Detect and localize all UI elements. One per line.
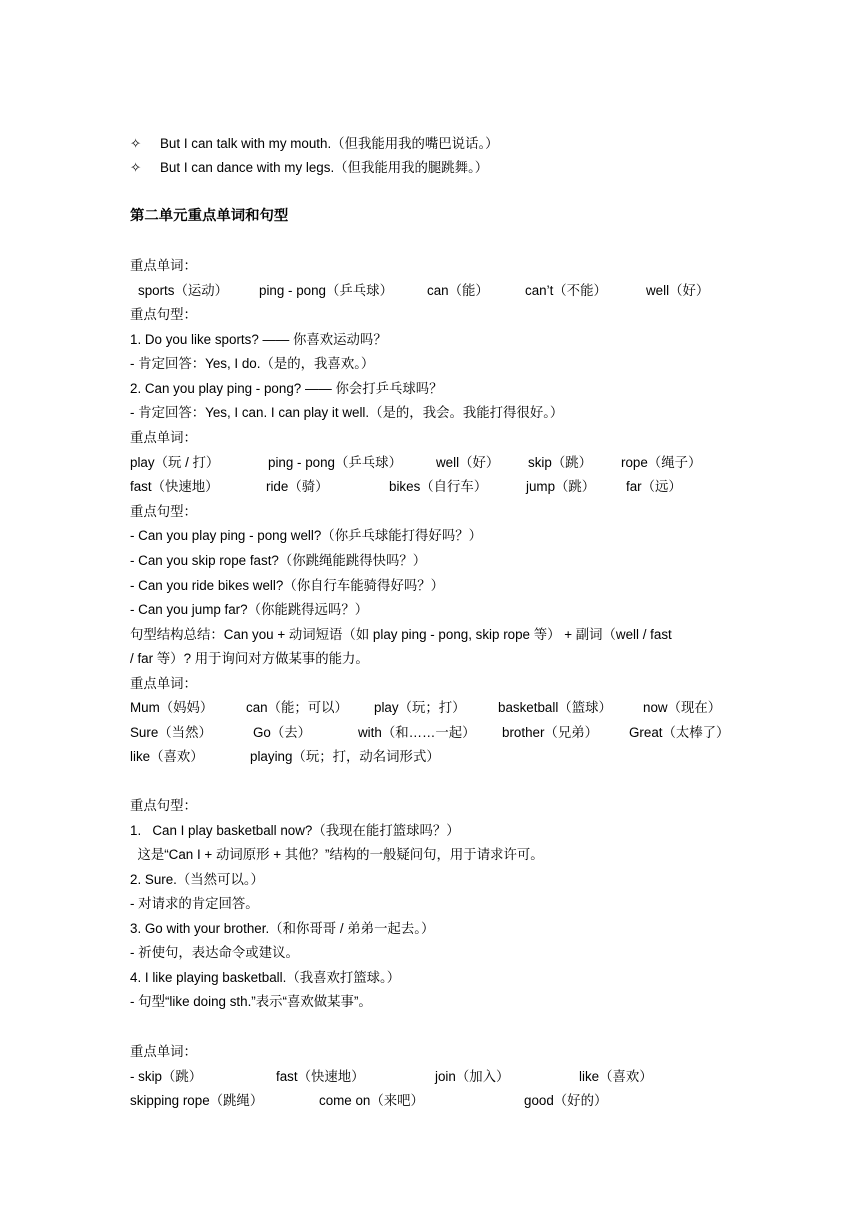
word-item: can（能） <box>427 283 489 298</box>
word-item: come on（来吧） <box>319 1093 424 1108</box>
sentence-line: 4. I like playing basketball.（我喜欢打篮球。） <box>130 970 401 985</box>
word-item: sports（运动） <box>138 283 229 298</box>
bullet-line-2: ✧ But I can dance with my legs.（但我能用我的腿跳舞。） <box>130 160 489 175</box>
word-item: far（远） <box>626 479 682 494</box>
word-item: well（好） <box>646 283 710 298</box>
sentence-line: 这是“Can I + 动词原形 + 其他？”结构的一般疑问句，用于请求许可。 <box>130 847 544 862</box>
word-item: ping - pong（乒乓球） <box>268 455 402 470</box>
sentence-line: 2. Sure.（当然可以。） <box>130 872 264 887</box>
word-item: join（加入） <box>435 1069 510 1084</box>
sentence-line: - 肯定回答：Yes, I do.（是的，我喜欢。） <box>130 356 375 371</box>
sentence-line: 3. Go with your brother.（和你哥哥 / 弟弟一起去。） <box>130 921 435 936</box>
unit-heading: 第二单元重点单词和句型 <box>130 208 289 224</box>
sentence-line: - 肯定回答：Yes, I can. I can play it well.（是的，我会。我能打得很好。） <box>130 405 564 420</box>
bullet-line-1: ✧ But I can talk with my mouth.（但我能用我的嘴巴说话。） <box>130 136 499 151</box>
word-item: jump（跳） <box>526 479 596 494</box>
word-item: Sure（当然） <box>130 725 212 740</box>
sentence-line: 2. Can you play ping - pong? —— 你会打乒乓球吗？ <box>130 381 443 396</box>
word-item: fast（快速地） <box>276 1069 365 1084</box>
word-item: like（喜欢） <box>579 1069 653 1084</box>
word-item: play（玩；打） <box>374 700 466 715</box>
word-item: Go（去） <box>253 725 312 740</box>
word-item: can（能；可以） <box>246 700 348 715</box>
word-item: brother（兄弟） <box>502 725 598 740</box>
word-item: like（喜欢） <box>130 749 204 764</box>
word-item: skipping rope（跳绳） <box>130 1093 264 1108</box>
word-item: ride（骑） <box>266 479 329 494</box>
sentence-line: - Can you skip rope fast?（你跳绳能跳得快吗？） <box>130 553 427 568</box>
word-item: Mum（妈妈） <box>130 700 214 715</box>
sentences-label: 重点句型： <box>130 798 197 813</box>
word-item: well（好） <box>436 455 500 470</box>
word-item: playing（玩；打，动名词形式） <box>250 749 440 764</box>
word-item: play（玩 / 打） <box>130 455 220 470</box>
word-item: bikes（自行车） <box>389 479 488 494</box>
sentence-line: - Can you ride bikes well?（你自行车能骑得好吗？） <box>130 578 445 593</box>
sentence-line: 1. Do you like sports? —— 你喜欢运动吗？ <box>130 332 387 347</box>
sentence-line: - 祈使句，表达命令或建议。 <box>130 945 299 960</box>
words-label: 重点单词： <box>130 430 197 445</box>
words-label: 重点单词： <box>130 676 197 691</box>
sentences-label: 重点句型： <box>130 504 197 519</box>
words-label: 重点单词： <box>130 1044 197 1059</box>
sentence-line: / far 等）? 用于询问对方做某事的能力。 <box>130 651 369 666</box>
word-item: - skip（跳） <box>130 1069 203 1084</box>
words-label: 重点单词： <box>130 258 197 273</box>
bullet-star-icon: ✧ <box>130 136 142 151</box>
word-item: fast（快速地） <box>130 479 219 494</box>
word-item: skip（跳） <box>528 455 592 470</box>
word-item: rope（绳子） <box>621 455 702 470</box>
word-item: with（和……一起） <box>358 725 476 740</box>
sentence-line: - Can you play ping - pong well?（你乒乓球能打得好吗？） <box>130 528 482 543</box>
word-item: basketball（篮球） <box>498 700 612 715</box>
sentence-line: 1. Can I play basketball now?（我现在能打篮球吗？） <box>130 823 460 838</box>
sentence-line: 句型结构总结：Can you + 动词短语（如 play ping - pong, skip rope 等） + 副词（well / fast <box>130 627 672 642</box>
word-item: now（现在） <box>643 700 722 715</box>
sentence-line: - 句型“like doing sth.”表示“喜欢做某事”。 <box>130 994 372 1009</box>
sentence-line: - Can you jump far?（你能跳得远吗？） <box>130 602 369 617</box>
word-item: good（好的） <box>524 1093 608 1108</box>
sentences-label: 重点句型： <box>130 307 197 322</box>
sentence-line: - 对请求的肯定回答。 <box>130 896 259 911</box>
word-item: ping - pong（乒乓球） <box>259 283 393 298</box>
word-item: can’t（不能） <box>525 283 607 298</box>
bullet-star-icon: ✧ <box>130 160 142 175</box>
word-item: Great（太棒了） <box>629 725 730 740</box>
